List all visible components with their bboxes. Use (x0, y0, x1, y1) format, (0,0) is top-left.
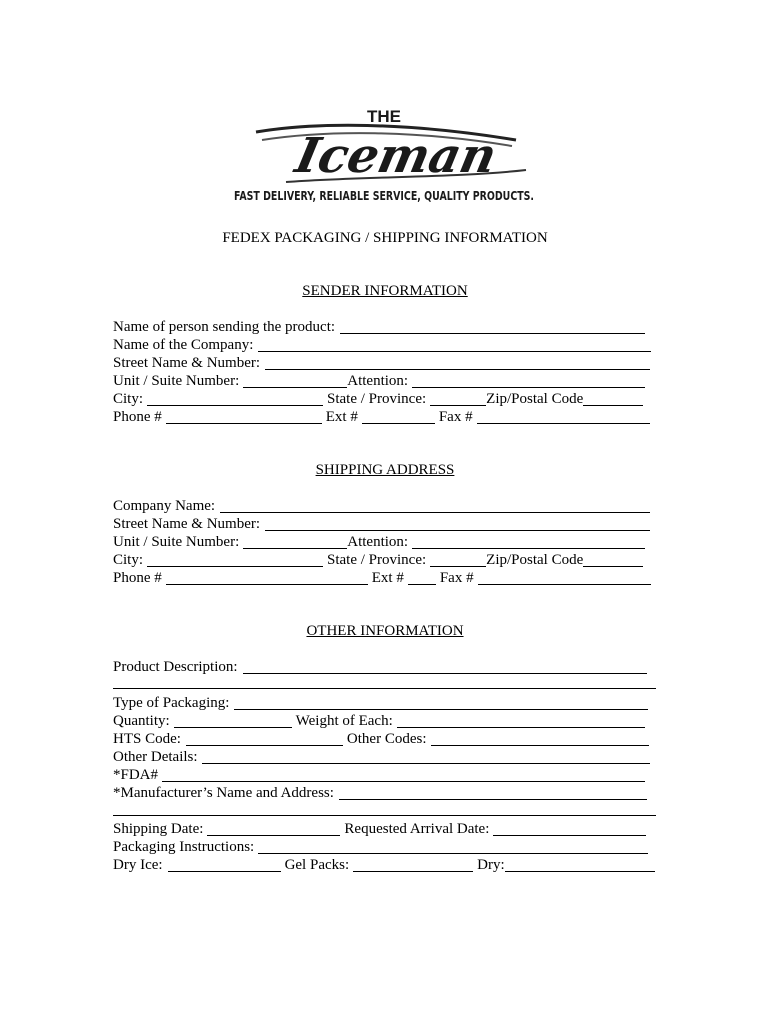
shipping-ext-label: Ext # (371, 570, 404, 586)
sender-name-row (113, 318, 645, 336)
sender-name-field[interactable] (340, 319, 645, 334)
packaging-type-label: Type of Packaging: (113, 695, 230, 711)
packaging-type-field[interactable] (234, 695, 648, 710)
manufacturer-label: *Manufacturer’s Name and Address: (113, 785, 334, 801)
sender-company-field[interactable] (258, 337, 651, 352)
sender-ext-label: Ext # (325, 409, 358, 425)
cooling-row (113, 856, 655, 874)
shipping-state-label: State / Province: (327, 552, 427, 568)
packaging-instructions-field[interactable] (258, 839, 648, 854)
quantity-label: Quantity: (113, 713, 170, 729)
product-description-label: Product Description: (113, 659, 238, 675)
gel-packs-label: Gel Packs: (284, 857, 350, 873)
sender-city-label: City: (113, 391, 144, 407)
shipping-phone-field[interactable] (166, 570, 368, 585)
shipping-city-field[interactable] (147, 552, 323, 567)
logo-the-text: THE (367, 107, 401, 126)
shipping-fax-field[interactable] (478, 570, 651, 585)
shipping-street-label: Street Name & Number: (113, 516, 261, 532)
shipping-date-row (113, 820, 646, 838)
fda-field[interactable] (162, 767, 645, 782)
sender-fax-label: Fax # (438, 409, 473, 425)
sender-unit-row (113, 372, 645, 390)
quantity-field[interactable] (174, 713, 292, 728)
sender-attention-field[interactable] (412, 373, 645, 388)
sender-attention-label: Attention: (347, 373, 409, 389)
sender-street-row (113, 354, 650, 372)
manufacturer-row (113, 784, 647, 802)
other-details-label: Other Details: (113, 749, 198, 765)
sender-fax-field[interactable] (477, 409, 650, 424)
dry-field[interactable] (505, 857, 655, 872)
hts-code-row (113, 730, 649, 748)
sender-company-row (113, 336, 651, 354)
shipping-date-label: Shipping Date: (113, 821, 204, 837)
fda-row (113, 766, 645, 784)
quantity-row (113, 712, 645, 730)
shipping-date-field[interactable] (207, 821, 340, 836)
shipping-phone-label: Phone # (113, 570, 162, 586)
other-details-field[interactable] (202, 749, 650, 764)
other-heading: OTHER INFORMATION (306, 623, 464, 639)
shipping-ext-field[interactable] (408, 570, 436, 585)
sender-phone-field[interactable] (166, 409, 322, 424)
fda-label: *FDA# (113, 767, 159, 783)
sender-name-label: Name of person sending the product: (113, 319, 336, 335)
packaging-instructions-label: Packaging Instructions: (113, 839, 255, 855)
shipping-fax-label: Fax # (439, 570, 474, 586)
sender-phone-row (113, 408, 650, 426)
company-logo (226, 100, 536, 210)
hts-code-label: HTS Code: (113, 731, 181, 747)
shipping-heading: SHIPPING ADDRESS (315, 462, 455, 478)
other-details-row (113, 748, 650, 766)
product-description-row (113, 658, 647, 676)
shipping-unit-row (113, 533, 645, 551)
sender-ext-field[interactable] (362, 409, 435, 424)
page-title: FEDEX PACKAGING / SHIPPING INFORMATION (222, 230, 548, 246)
shipping-city-row (113, 551, 643, 569)
weight-field[interactable] (397, 713, 645, 728)
packaging-instructions-row (113, 838, 648, 856)
product-description-extra-line[interactable] (113, 688, 656, 689)
hts-code-field[interactable] (186, 731, 343, 746)
weight-label: Weight of Each: (295, 713, 393, 729)
sender-heading: SENDER INFORMATION (302, 283, 468, 299)
logo-name-text: Iceman (290, 127, 502, 184)
sender-unit-label: Unit / Suite Number: (113, 373, 240, 389)
manufacturer-extra-line[interactable] (113, 815, 656, 816)
arrival-date-field[interactable] (493, 821, 646, 836)
arrival-date-label: Requested Arrival Date: (344, 821, 490, 837)
sender-company-label: Name of the Company: (113, 337, 254, 353)
shipping-company-label: Company Name: (113, 498, 216, 514)
product-description-field[interactable] (243, 659, 647, 674)
sender-phone-label: Phone # (113, 409, 162, 425)
dry-ice-label: Dry Ice: (113, 857, 163, 873)
gel-packs-field[interactable] (353, 857, 473, 872)
shipping-city-label: City: (113, 552, 144, 568)
sender-unit-field[interactable] (243, 373, 347, 388)
shipping-street-field[interactable] (265, 516, 650, 531)
logo-tagline: FAST DELIVERY, RELIABLE SERVICE, QUALITY PRODUCTS. (234, 188, 534, 203)
sender-state-label: State / Province: (327, 391, 427, 407)
manufacturer-field[interactable] (339, 785, 647, 800)
dry-label: Dry: (477, 857, 505, 873)
shipping-attention-label: Attention: (347, 534, 409, 550)
sender-city-row (113, 390, 643, 408)
iceman-logo-graphic (226, 100, 536, 210)
other-codes-field[interactable] (431, 731, 649, 746)
dry-ice-field[interactable] (168, 857, 281, 872)
sender-street-label: Street Name & Number: (113, 355, 261, 371)
sender-city-field[interactable] (147, 391, 323, 406)
other-codes-label: Other Codes: (346, 731, 427, 747)
shipping-zip-label: Zip/Postal Code (486, 552, 584, 568)
sender-zip-label: Zip/Postal Code (486, 391, 584, 407)
shipping-unit-field[interactable] (243, 534, 347, 549)
packaging-type-row (113, 694, 648, 712)
shipping-company-field[interactable] (220, 498, 650, 513)
shipping-attention-field[interactable] (412, 534, 645, 549)
shipping-company-row (113, 497, 650, 515)
sender-state-field[interactable] (430, 391, 486, 406)
sender-street-field[interactable] (265, 355, 650, 370)
sender-zip-field[interactable] (583, 391, 643, 406)
shipping-street-row (113, 515, 650, 533)
shipping-phone-row (113, 569, 651, 587)
shipping-unit-label: Unit / Suite Number: (113, 534, 240, 550)
shipping-zip-field[interactable] (583, 552, 643, 567)
shipping-state-field[interactable] (430, 552, 486, 567)
